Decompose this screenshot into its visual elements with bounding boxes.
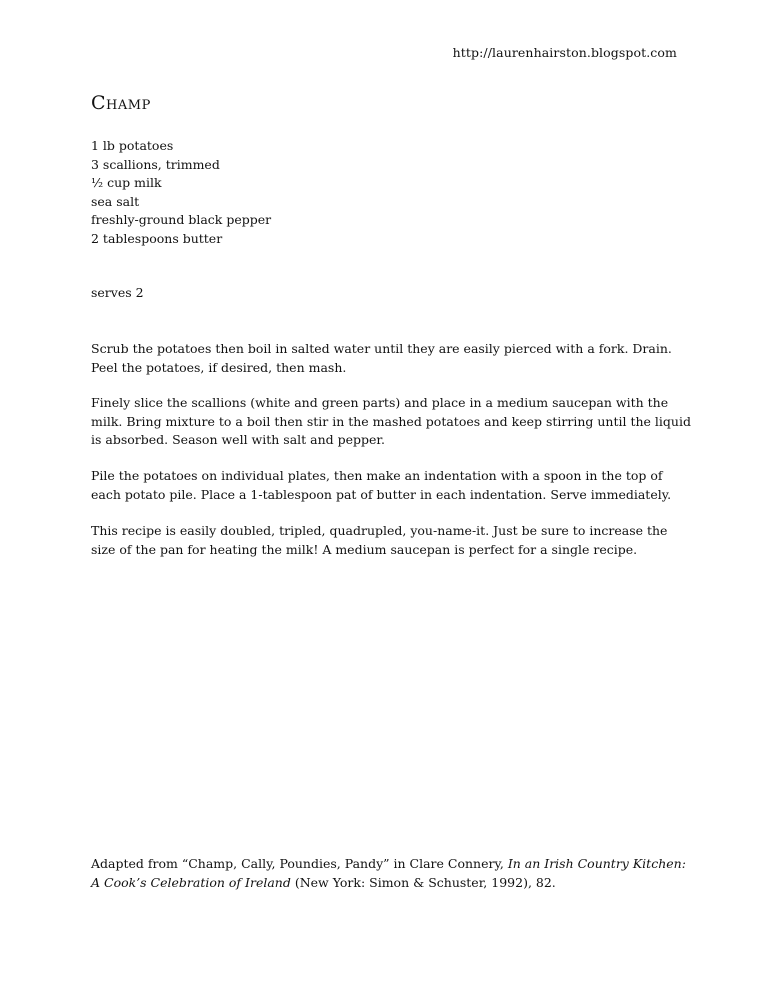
citation-suffix: (New York: Simon & Schuster, 1992), 82. <box>290 874 556 890</box>
book-title: In an Irish Country Kitchen: A Cook’s Celebration of Ireland <box>91 856 686 890</box>
ingredient-item: freshly-ground black pepper <box>91 212 272 227</box>
citation-prefix: Adapted from “Champ, Cally, Poundies, Pandy” in Clare Connery, <box>91 856 508 871</box>
instruction-step: Scrub the potatoes then boil in salted water until they are easily pierced with a fork. Drain. Peel the potatoes, if desired, then mash. <box>91 341 672 375</box>
instruction-step: Pile the potatoes on individual plates, then make an indentation with a spoon in the top of each potato pile. Place a 1-tablespoon pat of butter in each indentation. Serve immediately. <box>91 468 672 502</box>
serving-size: serves 2 <box>91 285 144 300</box>
blog-url: http://laurenhairston.blogspot.com <box>452 45 677 60</box>
ingredient-item: 2 tablespoons butter <box>91 230 223 246</box>
instruction-step: Finely slice the scallions (white and green parts) and place in a medium saucepan with the milk. Bring mixture to a boil then stir in the mashed potatoes and keep stirring until the liquid is absorbed. Season well with salt and pepper. <box>91 395 691 447</box>
instruction-step: This recipe is easily doubled, tripled, quadrupled, you-name-it. Just be sure to increase the size of the pan for heating the milk! A medium saucepan is perfect for a single recipe. <box>91 523 668 557</box>
ingredient-item: 1 lb potatoes <box>91 138 174 153</box>
ingredient-item: ½ cup milk <box>91 175 162 190</box>
source-citation <box>91 855 691 892</box>
ingredient-item: sea salt <box>91 193 140 209</box>
recipe-title: Champ <box>91 92 151 114</box>
ingredient-item: 3 scallions, trimmed <box>91 156 220 172</box>
ingredient-list <box>91 137 271 248</box>
